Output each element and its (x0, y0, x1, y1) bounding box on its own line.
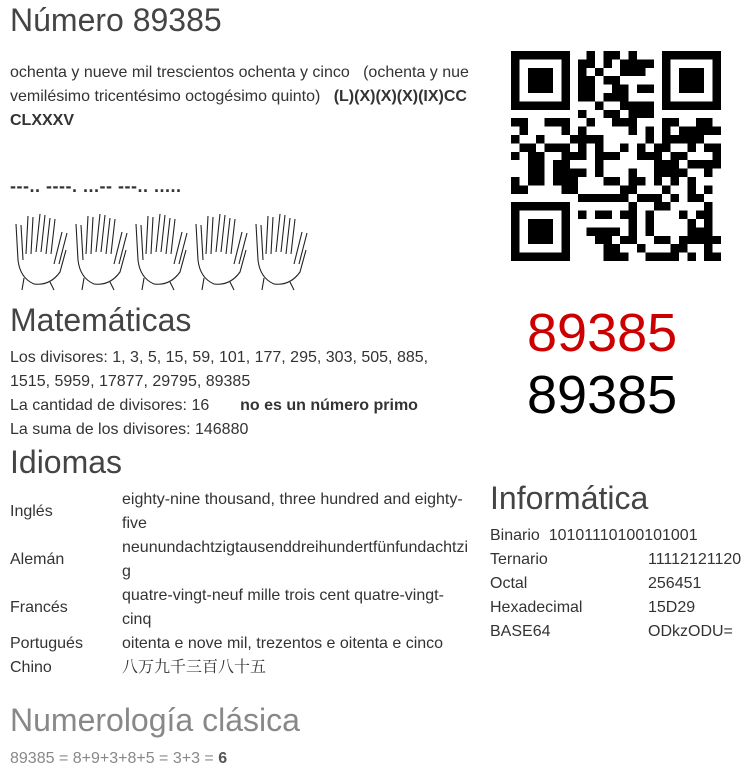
bases-table (490, 548, 741, 644)
prime-status: no es un número primo (240, 397, 418, 414)
divisor-count: La cantidad de divisores: 16 (10, 397, 210, 414)
base-row (490, 596, 741, 620)
numerology-sum: 89385 = 8+9+3+8+5 = 3+3 = (10, 750, 219, 767)
language-name: Inglés (10, 503, 53, 520)
numerology-result: 6 (218, 750, 228, 767)
language-name: Alemán (10, 551, 65, 568)
hand-signs-image (10, 212, 340, 292)
base-row (490, 548, 741, 572)
languages-heading: Idiomas (10, 444, 123, 480)
hand-sign-icon (136, 214, 187, 290)
languages-table (10, 488, 472, 680)
big-number-red: 89385 (527, 303, 678, 363)
numerology-heading: Numerología clásica (10, 702, 300, 738)
language-name: Chino (10, 659, 52, 676)
base-label: Octal (490, 575, 528, 592)
base-label: Hexadecimal (490, 599, 583, 616)
number-words (10, 61, 480, 133)
divisors-line-1: Los divisores: 1, 3, 5, 15, 59, 101, 177, 295, 303, 505, 885, (10, 349, 429, 366)
math-section (10, 346, 480, 442)
base-label: Ternario (490, 551, 548, 568)
language-value: quatre-vingt-neuf mille trois cent quatre-vingt- cinq (122, 587, 444, 628)
big-number-black: 89385 (527, 365, 678, 425)
language-value: 八万九千三百八十五 (122, 659, 267, 676)
ordinal-text-1: (ochenta y nue (363, 64, 469, 81)
math-heading: Matemáticas (10, 302, 192, 338)
language-name: Portugués (10, 635, 83, 652)
qr-code-image (511, 51, 721, 261)
roman-numeral-1: (L)(X)(X)(X)(IX)CC (333, 88, 467, 105)
language-name: Francés (10, 599, 68, 616)
language-value: oitenta e nove mil, trezentos e oitenta e cinco (122, 635, 444, 652)
qr-code (511, 51, 721, 261)
language-row (10, 656, 472, 680)
language-value: neunundachtzigtausenddreihundertfünfundachtzi g (122, 539, 469, 580)
page-title: Número 89385 (10, 2, 222, 38)
language-row (10, 536, 472, 584)
base-row (490, 572, 741, 596)
divisors-line-2: 1515, 5959, 17877, 29795, 89385 (10, 373, 251, 390)
base-value: 256451 (648, 575, 702, 592)
base-value: 15D29 (648, 599, 696, 616)
language-row (10, 632, 472, 656)
hand-sign-icon (196, 214, 247, 290)
binary-row (490, 524, 698, 548)
base-row (490, 620, 741, 644)
base-value: 11112121120 (648, 551, 742, 568)
morse-code: ---.. ----. ...-- ---.. ..... (10, 176, 182, 196)
base-value: ODkzODU= (648, 623, 733, 640)
roman-numeral-2: CLXXXV (10, 112, 75, 129)
binary-label: Binario (490, 527, 540, 544)
hand-sign-icon (256, 214, 307, 290)
informatics-heading: Informática (490, 480, 649, 516)
language-row (10, 584, 472, 632)
cardinal-text: ochenta y nueve mil trescientos ochenta y cinco (10, 64, 350, 81)
hand-sign-icon (76, 214, 127, 290)
numerology-formula (10, 747, 227, 771)
ordinal-text-2: vemilésimo tricentésimo octogésimo quinto) (10, 88, 321, 105)
hand-signs (10, 212, 340, 292)
base-label: BASE64 (490, 623, 551, 640)
divisor-sum: La suma de los divisores: 146880 (10, 421, 249, 438)
language-row (10, 488, 472, 536)
hand-sign-icon (16, 214, 67, 290)
binary-value: 10101110100101001 (548, 527, 698, 544)
language-value: eighty-nine thousand, three hundred and eighty- five (122, 491, 463, 532)
